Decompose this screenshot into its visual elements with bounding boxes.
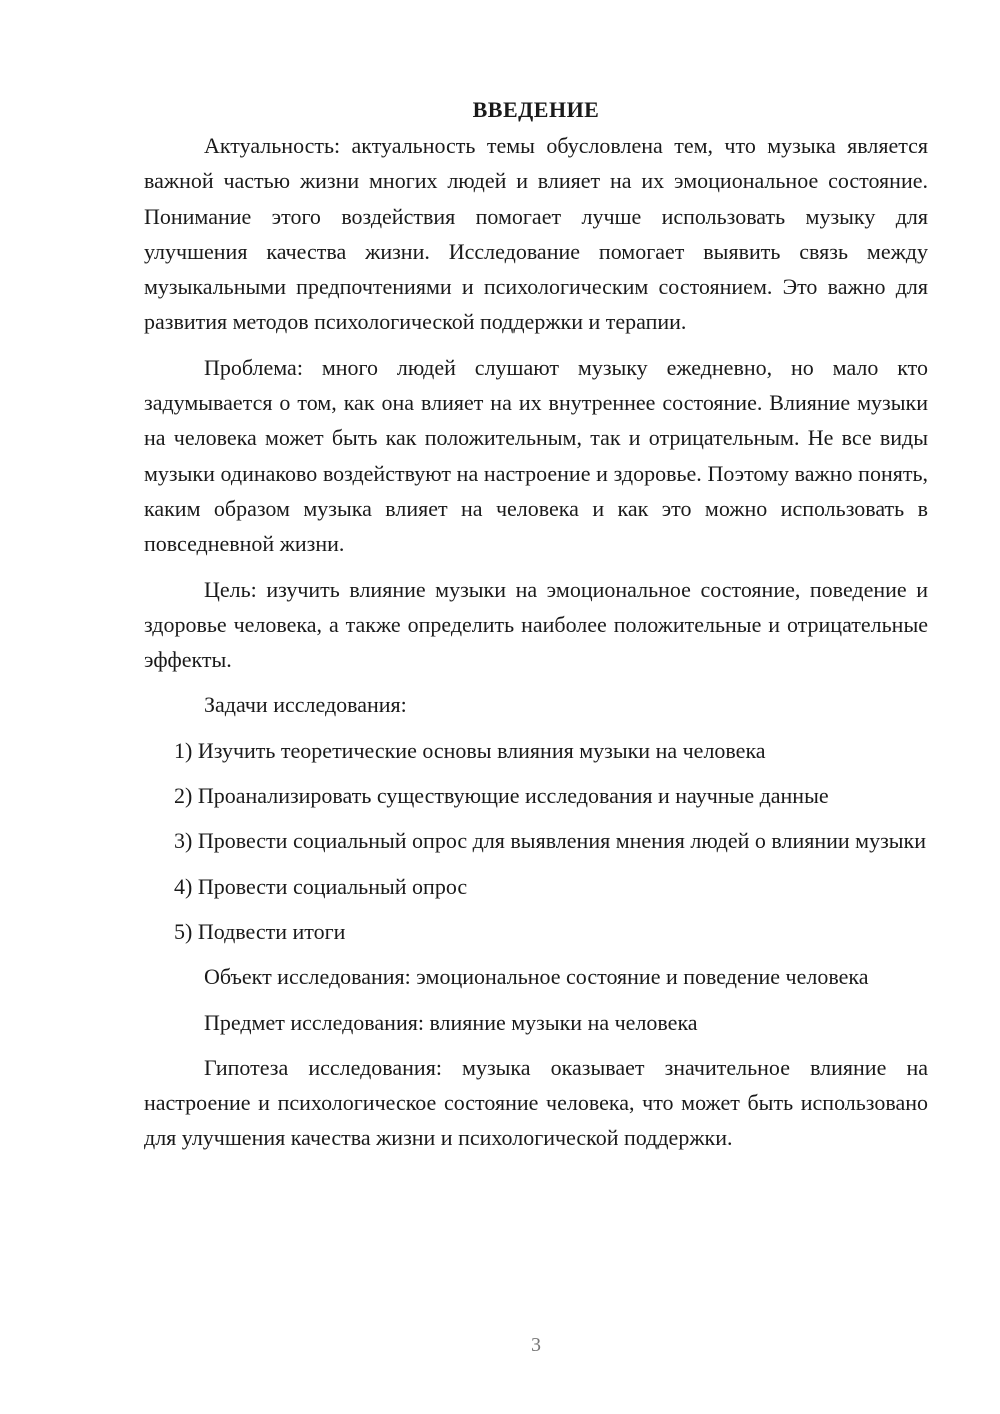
task-item-3: 3) Провести социальный опрос для выявления мнения людей о влиянии музыки xyxy=(174,828,927,854)
problem-paragraph: Проблема: много людей слушают музыку ежедневно, но мало кто задумывается о том, как она влияет на их внутреннее состояние. Влияние музыки на человека может быть как положительным, так и отрицательным. Не все виды музыки одинаково воздействуют на настроение и здоровье. Поэтому важно понять, каким образом музыка влияет на человека и как это можно использовать в повседневной жизни. xyxy=(144,354,928,557)
subject-paragraph: Предмет исследования: влияние музыки на человека xyxy=(204,1009,698,1035)
page-number: 3 xyxy=(531,1334,541,1356)
task-item-4: 4) Провести социальный опрос xyxy=(174,873,468,899)
task-item-2: 2) Проанализировать существующие исследования и научные данные xyxy=(174,783,829,809)
task-item-1: 1) Изучить теоретические основы влияния музыки на человека xyxy=(174,737,766,763)
goal-paragraph: Цель: изучить влияние музыки на эмоциональное состояние, поведение и здоровье человека, а также определить наиболее положительные и отрицательные эффекты. xyxy=(144,576,928,673)
hypothesis-paragraph: Гипотеза исследования: музыка оказывает значительное влияние на настроение и психологическое состояние человека, что может быть использовано для улучшения качества жизни и психологической поддержки. xyxy=(144,1054,928,1151)
tasks-heading: Задачи исследования: xyxy=(204,692,407,718)
relevance-paragraph: Актуальность: актуальность темы обусловлена тем, что музыка является важной частью жизни многих людей и влияет на их эмоциональное состояние. Понимание этого воздействия помогает лучше использовать музыку для улучшения качества жизни. Исследование помогает выявить связь между музыкальными предпочтениями и психологическим состоянием. Это важно для развития методов психологической поддержки и терапии. xyxy=(144,133,928,335)
task-item-5: 5) Подвести итоги xyxy=(174,918,346,944)
document-page xyxy=(144,92,928,1166)
object-paragraph: Объект исследования: эмоциональное состояние и поведение человека xyxy=(204,964,869,990)
page-title: ВВЕДЕНИЕ xyxy=(472,97,600,122)
